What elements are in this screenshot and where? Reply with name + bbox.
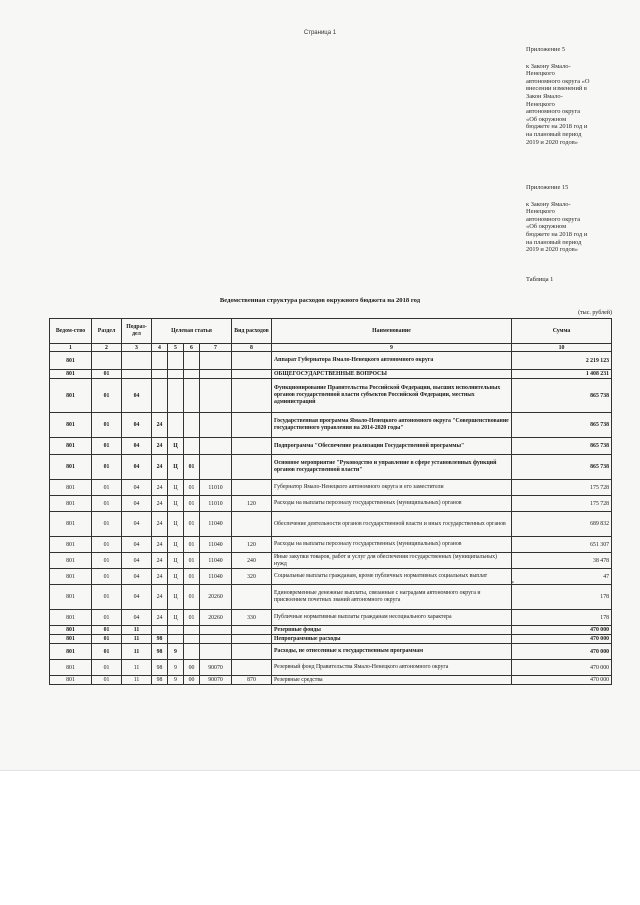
- code-cell: 801: [50, 644, 92, 660]
- name-cell: Резервные фонды: [272, 626, 512, 635]
- appendix-5-text: к Закону Ямало- Ненецкого автономного округа «О внесении изменений в Закон Ямало- Ненецкого автономного округа «Об окружном бюджете на 2018 год и на плановый период 2019 и 2020 годов»: [526, 62, 590, 146]
- table-row: [50, 512, 612, 537]
- code-cell: 01: [92, 569, 122, 585]
- code-cell: 01: [184, 537, 200, 553]
- code-cell: 01: [92, 480, 122, 496]
- table-row: [50, 569, 612, 585]
- code-cell: 04: [122, 496, 152, 512]
- code-cell: 01: [184, 569, 200, 585]
- code-cell: 98: [152, 676, 168, 685]
- code-cell: 04: [122, 455, 152, 480]
- table-row: [50, 635, 612, 644]
- sum-cell: 470 000: [512, 676, 612, 685]
- code-cell: 11010: [200, 480, 232, 496]
- code-cell: 04: [122, 569, 152, 585]
- code-cell: 01: [92, 644, 122, 660]
- code-cell: 24: [152, 480, 168, 496]
- sum-cell: 865 738: [512, 379, 612, 413]
- budget-table: [49, 318, 612, 685]
- code-cell: [232, 626, 272, 635]
- table-row: [50, 676, 612, 685]
- table-row: [50, 610, 612, 626]
- code-cell: [232, 413, 272, 438]
- header-sum: Сумма: [512, 319, 612, 344]
- code-cell: [232, 585, 272, 610]
- code-cell: 01: [92, 438, 122, 455]
- code-cell: 9: [168, 660, 184, 676]
- code-cell: 01: [92, 370, 122, 379]
- header-section: Раздел: [92, 319, 122, 344]
- table-label: Таблица 1: [526, 276, 554, 283]
- code-cell: [184, 413, 200, 438]
- code-cell: 11: [122, 660, 152, 676]
- sum-cell: 1 408 231: [512, 370, 612, 379]
- table-row: [50, 370, 612, 379]
- table-row: [50, 413, 612, 438]
- code-cell: 01: [92, 626, 122, 635]
- header-name: Наименование: [272, 319, 512, 344]
- code-cell: 11040: [200, 537, 232, 553]
- code-cell: [232, 370, 272, 379]
- column-number-row: [50, 344, 612, 352]
- code-cell: 04: [122, 413, 152, 438]
- code-cell: [168, 635, 184, 644]
- code-cell: 24: [152, 496, 168, 512]
- code-cell: 870: [232, 676, 272, 685]
- code-cell: 01: [184, 480, 200, 496]
- table-row: [50, 553, 612, 569]
- code-cell: 01: [92, 635, 122, 644]
- code-cell: 9: [168, 676, 184, 685]
- code-cell: 01: [92, 660, 122, 676]
- code-cell: 11: [122, 626, 152, 635]
- code-cell: 330: [232, 610, 272, 626]
- code-cell: [184, 438, 200, 455]
- column-number: 10: [512, 344, 612, 352]
- table-row: [50, 496, 612, 512]
- code-cell: 24: [152, 413, 168, 438]
- code-cell: [232, 635, 272, 644]
- code-cell: [168, 413, 184, 438]
- table-row: [50, 480, 612, 496]
- code-cell: 801: [50, 676, 92, 685]
- code-cell: 801: [50, 413, 92, 438]
- code-cell: 01: [184, 553, 200, 569]
- code-cell: [168, 352, 184, 370]
- code-cell: Ц: [168, 438, 184, 455]
- name-cell: Обеспечение деятельности органов государственной власти и иных государственных органов: [272, 512, 512, 537]
- column-number: 3: [122, 344, 152, 352]
- code-cell: 98: [152, 635, 168, 644]
- code-cell: 04: [122, 379, 152, 413]
- code-cell: [200, 626, 232, 635]
- page-label: Страница 1: [303, 30, 337, 36]
- code-cell: 98: [152, 644, 168, 660]
- code-cell: [152, 626, 168, 635]
- code-cell: [152, 352, 168, 370]
- code-cell: 801: [50, 370, 92, 379]
- header-target: Целевая статья: [152, 319, 232, 344]
- code-cell: [232, 438, 272, 455]
- code-cell: 801: [50, 352, 92, 370]
- code-cell: [184, 379, 200, 413]
- sum-cell: 178: [512, 610, 612, 626]
- code-cell: 01: [92, 496, 122, 512]
- code-cell: 01: [92, 455, 122, 480]
- header-dept: Ведом-ство: [50, 319, 92, 344]
- code-cell: [152, 370, 168, 379]
- code-cell: 24: [152, 569, 168, 585]
- code-cell: [200, 644, 232, 660]
- code-cell: [184, 352, 200, 370]
- margin-mark: *: [511, 581, 514, 587]
- code-cell: 98: [152, 660, 168, 676]
- sum-cell: 2 219 123: [512, 352, 612, 370]
- code-cell: [200, 370, 232, 379]
- column-number: 1: [50, 344, 92, 352]
- sum-cell: 178: [512, 585, 612, 610]
- code-cell: 801: [50, 585, 92, 610]
- appendix-5-heading: Приложение 5: [526, 46, 566, 53]
- code-cell: 801: [50, 512, 92, 537]
- name-cell: Публичные нормативные выплаты гражданам несоциального характера: [272, 610, 512, 626]
- code-cell: [184, 635, 200, 644]
- code-cell: 01: [184, 496, 200, 512]
- code-cell: [184, 644, 200, 660]
- code-cell: [200, 455, 232, 480]
- header-exptype: Вид расходов: [232, 319, 272, 344]
- code-cell: [168, 379, 184, 413]
- sum-cell: 865 738: [512, 455, 612, 480]
- code-cell: 240: [232, 553, 272, 569]
- appendix-5-note: [526, 46, 616, 146]
- code-cell: 24: [152, 512, 168, 537]
- sum-cell: 47: [512, 569, 612, 585]
- table-row: [50, 644, 612, 660]
- code-cell: [232, 480, 272, 496]
- name-cell: Расходы на выплаты персоналу государственных (муниципальных) органов: [272, 496, 512, 512]
- code-cell: [184, 370, 200, 379]
- code-cell: 24: [152, 553, 168, 569]
- code-cell: [122, 370, 152, 379]
- name-cell: ОБЩЕГОСУДАРСТВЕННЫЕ ВОПРОСЫ: [272, 370, 512, 379]
- column-number: 5: [168, 344, 184, 352]
- code-cell: 00: [184, 676, 200, 685]
- code-cell: 01: [92, 585, 122, 610]
- code-cell: [200, 413, 232, 438]
- appendix-15-heading: Приложение 15: [526, 184, 569, 191]
- column-number: 9: [272, 344, 512, 352]
- code-cell: [200, 379, 232, 413]
- code-cell: [232, 660, 272, 676]
- code-cell: 01: [184, 455, 200, 480]
- code-cell: [200, 438, 232, 455]
- code-cell: 11040: [200, 512, 232, 537]
- code-cell: 11: [122, 635, 152, 644]
- code-cell: 801: [50, 660, 92, 676]
- code-cell: 01: [92, 610, 122, 626]
- code-cell: Ц: [168, 537, 184, 553]
- name-cell: Резервные средства: [272, 676, 512, 685]
- code-cell: 04: [122, 553, 152, 569]
- code-cell: 90070: [200, 660, 232, 676]
- code-cell: 24: [152, 585, 168, 610]
- table-row: [50, 626, 612, 635]
- code-cell: 01: [184, 585, 200, 610]
- sum-cell: 38 478: [512, 553, 612, 569]
- code-cell: Ц: [168, 512, 184, 537]
- code-cell: 04: [122, 585, 152, 610]
- sum-cell: 470 000: [512, 660, 612, 676]
- code-cell: Ц: [168, 569, 184, 585]
- code-cell: 01: [92, 512, 122, 537]
- table-row: [50, 455, 612, 480]
- code-cell: [200, 352, 232, 370]
- code-cell: Ц: [168, 455, 184, 480]
- sum-cell: 651 307: [512, 537, 612, 553]
- code-cell: 01: [184, 512, 200, 537]
- table-row: [50, 537, 612, 553]
- code-cell: 801: [50, 480, 92, 496]
- code-cell: [232, 512, 272, 537]
- code-cell: 01: [92, 413, 122, 438]
- code-cell: 24: [152, 537, 168, 553]
- sum-cell: 470 000: [512, 644, 612, 660]
- table-row: [50, 352, 612, 370]
- code-cell: 04: [122, 438, 152, 455]
- code-cell: 20260: [200, 585, 232, 610]
- code-cell: 801: [50, 537, 92, 553]
- code-cell: 801: [50, 569, 92, 585]
- code-cell: 801: [50, 438, 92, 455]
- code-cell: 00: [184, 660, 200, 676]
- code-cell: [152, 379, 168, 413]
- code-cell: Ц: [168, 585, 184, 610]
- name-cell: Расходы, не отнесенные к государственным программам: [272, 644, 512, 660]
- code-cell: 801: [50, 635, 92, 644]
- sum-cell: 175 728: [512, 480, 612, 496]
- name-cell: Расходы на выплаты персоналу государственных (муниципальных) органов: [272, 537, 512, 553]
- code-cell: 24: [152, 610, 168, 626]
- name-cell: Резервный фонд Правительства Ямало-Ненецкого автономного округа: [272, 660, 512, 676]
- code-cell: Ц: [168, 553, 184, 569]
- code-cell: 20260: [200, 610, 232, 626]
- name-cell: Социальные выплаты гражданам, кроме публичных нормативных социальных выплат: [272, 569, 512, 585]
- code-cell: [168, 626, 184, 635]
- code-cell: 120: [232, 496, 272, 512]
- name-cell: Непрограммные расходы: [272, 635, 512, 644]
- code-cell: [168, 370, 184, 379]
- sum-cell: 175 728: [512, 496, 612, 512]
- code-cell: [232, 352, 272, 370]
- table-row: [50, 660, 612, 676]
- code-cell: 01: [92, 676, 122, 685]
- code-cell: [232, 379, 272, 413]
- code-cell: 01: [184, 610, 200, 626]
- units-note: (тыс. рублей): [578, 310, 612, 316]
- table-row: [50, 438, 612, 455]
- column-number: 4: [152, 344, 168, 352]
- code-cell: 801: [50, 379, 92, 413]
- code-cell: [232, 644, 272, 660]
- name-cell: Иные закупки товаров, работ и услуг для обеспечения государственных (муниципальных) нужд: [272, 553, 512, 569]
- code-cell: 01: [92, 537, 122, 553]
- code-cell: 801: [50, 496, 92, 512]
- code-cell: 11: [122, 676, 152, 685]
- code-cell: 01: [92, 553, 122, 569]
- code-cell: 801: [50, 626, 92, 635]
- code-cell: 04: [122, 610, 152, 626]
- table-row: [50, 379, 612, 413]
- code-cell: 801: [50, 455, 92, 480]
- sum-cell: 865 738: [512, 413, 612, 438]
- sum-cell: 470 000: [512, 635, 612, 644]
- code-cell: 04: [122, 512, 152, 537]
- code-cell: 120: [232, 537, 272, 553]
- appendix-15-text: к Закону Ямало- Ненецкого автономного округа «Об окружном бюджете на 2018 год и на плановый период 2019 и 2020 годов»: [526, 200, 588, 254]
- sum-cell: 865 738: [512, 438, 612, 455]
- code-cell: 24: [152, 455, 168, 480]
- code-cell: [92, 352, 122, 370]
- column-number: 2: [92, 344, 122, 352]
- table-row: [50, 585, 612, 610]
- name-cell: Государственная программа Ямало-Ненецкого автономного округа "Совершенствование государственного управления на 2014-2020 годы": [272, 413, 512, 438]
- code-cell: 11: [122, 644, 152, 660]
- document-title: Ведомственная структура расходов окружного бюджета на 2018 год: [219, 297, 421, 304]
- code-cell: 01: [92, 379, 122, 413]
- code-cell: 801: [50, 553, 92, 569]
- code-cell: 11010: [200, 496, 232, 512]
- code-cell: 801: [50, 610, 92, 626]
- code-cell: 320: [232, 569, 272, 585]
- sum-cell: 689 832: [512, 512, 612, 537]
- code-cell: [184, 626, 200, 635]
- sum-cell: 470 000: [512, 626, 612, 635]
- column-number: 8: [232, 344, 272, 352]
- code-cell: 24: [152, 438, 168, 455]
- name-cell: Единовременные денежные выплаты, связанные с наградами автономного округа и присвоением почетных званий автономного округа: [272, 585, 512, 610]
- code-cell: 11040: [200, 553, 232, 569]
- code-cell: 11040: [200, 569, 232, 585]
- code-cell: 9: [168, 644, 184, 660]
- code-cell: 90070: [200, 676, 232, 685]
- name-cell: Аппарат Губернатора Ямало-Ненецкого автономного округа: [272, 352, 512, 370]
- name-cell: Функционирование Правительства Российской Федерации, высших исполнительных органов государственной власти субъектов Российской Федерации, местных администраций: [272, 379, 512, 413]
- code-cell: [122, 352, 152, 370]
- table-header-row: [50, 319, 612, 344]
- code-cell: Ц: [168, 496, 184, 512]
- code-cell: [232, 455, 272, 480]
- code-cell: [200, 635, 232, 644]
- name-cell: Губернатор Ямало-Ненецкого автономного округа и его заместители: [272, 480, 512, 496]
- code-cell: Ц: [168, 480, 184, 496]
- code-cell: 04: [122, 537, 152, 553]
- header-subsection: Подраз-дел: [122, 319, 152, 344]
- name-cell: Подпрограмма "Обеспечение реализации Государственной программы": [272, 438, 512, 455]
- table-body: [50, 352, 612, 685]
- column-number: 6: [184, 344, 200, 352]
- column-number: 7: [200, 344, 232, 352]
- code-cell: 04: [122, 480, 152, 496]
- name-cell: Основное мероприятие "Руководство и управление в сфере установленных функций органов государственной власти": [272, 455, 512, 480]
- appendix-15-note: [526, 184, 616, 254]
- code-cell: Ц: [168, 610, 184, 626]
